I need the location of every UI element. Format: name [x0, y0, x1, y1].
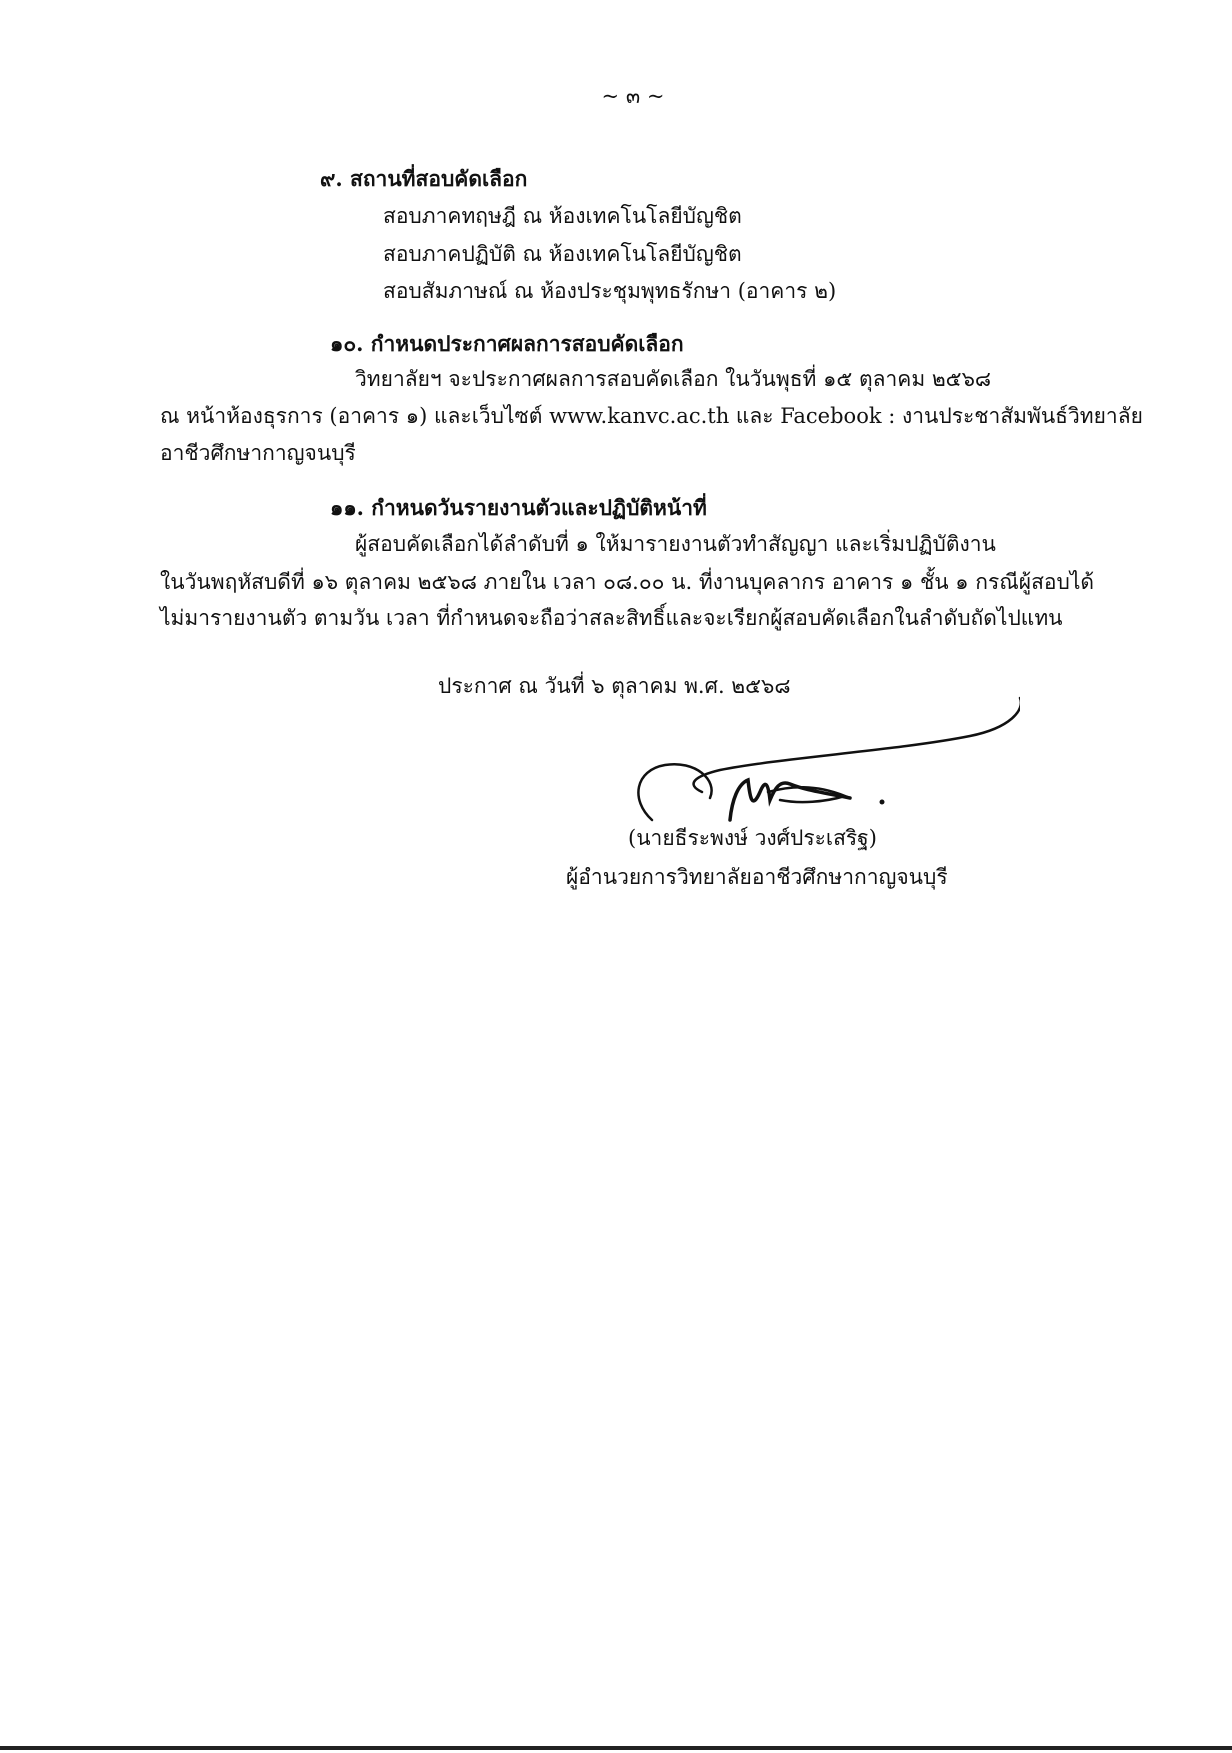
exam-location-practical: สอบภาคปฏิบัติ ณ ห้องเทคโนโลยีบัญชิต	[383, 242, 742, 266]
exam-location-interview: สอบสัมภาษณ์ ณ ห้องประชุมพุทธรักษา (อาคาร ๒)	[383, 279, 837, 303]
section-9-heading: ๙. สถานที่สอบคัดเลือก	[320, 166, 528, 191]
exam-location-theory: สอบภาคทฤษฎี ณ ห้องเทคโนโลยีบัญชิต	[383, 204, 742, 228]
announcement-date: ประกาศ ณ วันที่ ๖ ตุลาคม พ.ศ. ๒๕๖๘	[438, 674, 791, 698]
section-11-line-3: ไม่มารายงานตัว ตามวัน เวลา ที่กำหนดจะถือว่าสละสิทธิ์และจะเรียกผู้สอบคัดเลือกในลำดับถัดไปแทน	[160, 606, 1063, 630]
page-number: ~ ๓ ~	[601, 84, 665, 108]
section-10-heading: ๑๐. กำหนดประกาศผลการสอบคัดเลือก	[330, 331, 684, 356]
section-10-line-2: ณ หน้าห้องธุรการ (อาคาร ๑) และเว็บไซต์ www.kanvc.ac.th และ Facebook : งานประชาสัมพันธ์วิทยาลัย	[160, 404, 1143, 428]
signer-name: (นายธีระพงษ์ วงศ์ประเสริฐ)	[628, 826, 877, 850]
handwritten-signature-icon	[600, 680, 1020, 840]
section-10-line-3: อาชีวศึกษากาญจนบุรี	[160, 441, 356, 465]
section-11-heading: ๑๑. กำหนดวันรายงานตัวและปฏิบัติหน้าที่	[330, 495, 707, 520]
section-10-line-1: วิทยาลัยฯ จะประกาศผลการสอบคัดเลือก ในวันพุธที่ ๑๕ ตุลาคม ๒๕๖๘	[355, 367, 992, 391]
section-11-line-2: ในวันพฤหัสบดีที่ ๑๖ ตุลาคม ๒๕๖๘ ภายใน เวลา ๐๘.๐๐ น. ที่งานบุคลากร อาคาร ๑ ชั้น ๑ กรณีผู้สอบได้	[160, 570, 1095, 594]
section-11-line-1: ผู้สอบคัดเลือกได้ลำดับที่ ๑ ให้มารายงานตัวทำสัญญา และเริ่มปฏิบัติงาน	[355, 532, 996, 556]
signer-position: ผู้อำนวยการวิทยาลัยอาชีวศึกษากาญจนบุรี	[566, 865, 948, 889]
bottom-border	[0, 1746, 1232, 1750]
